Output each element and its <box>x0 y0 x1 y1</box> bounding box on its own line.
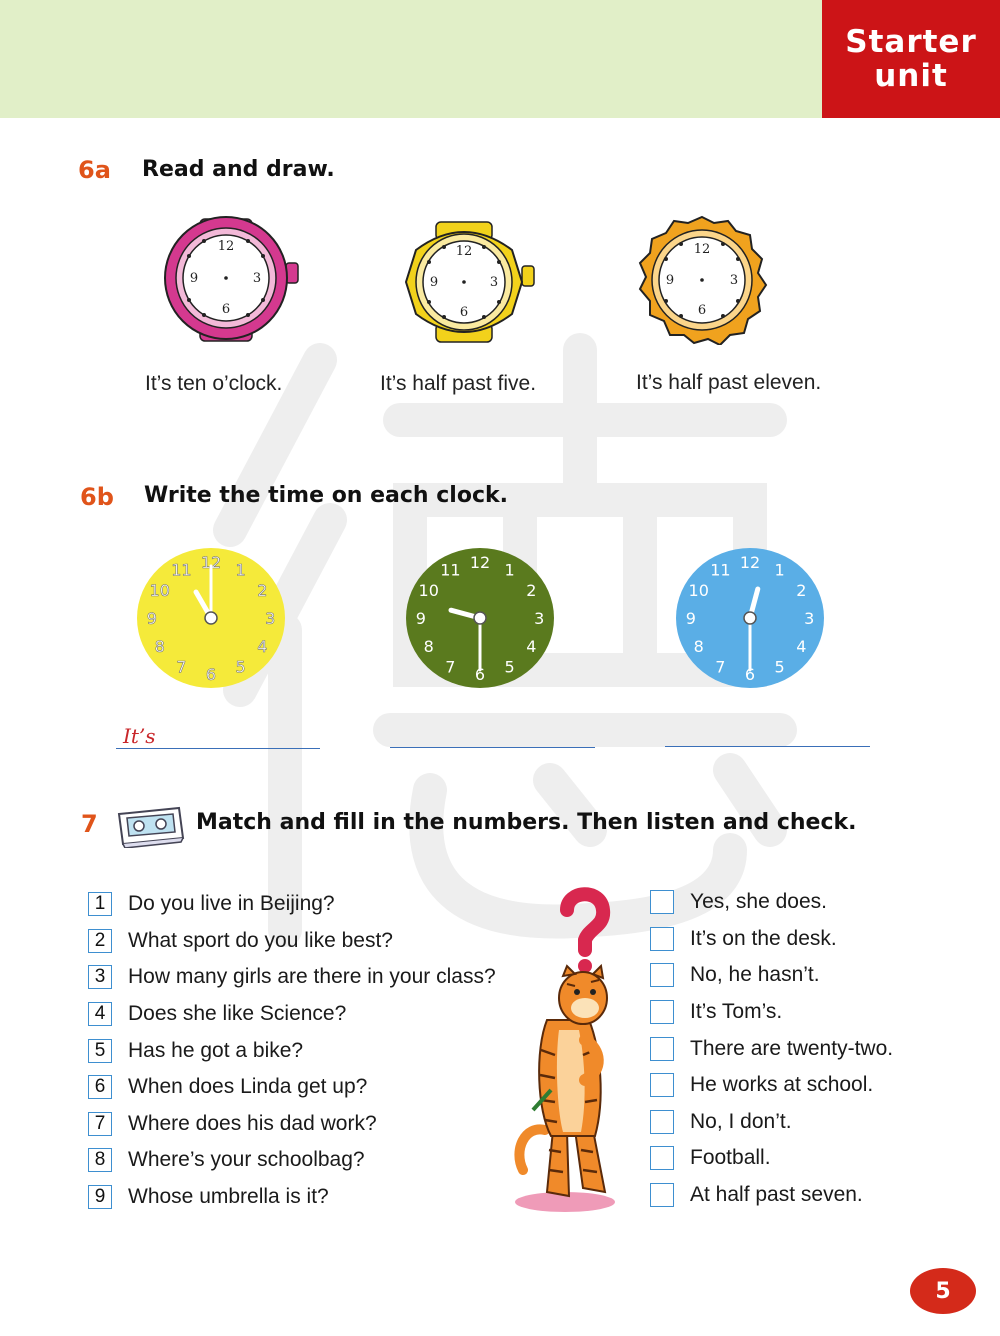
clock-blue <box>672 545 828 691</box>
clock-number: 6 <box>474 665 486 684</box>
clock-number: 11 <box>171 560 192 580</box>
clock-number: 12 <box>739 553 761 572</box>
clock-green <box>402 545 558 691</box>
clock-number: 1 <box>235 560 246 580</box>
question-row <box>88 1142 496 1179</box>
watch-yellow <box>398 220 540 344</box>
section-6b-number: 6b <box>80 483 114 511</box>
clock-center <box>744 612 756 624</box>
answer-row <box>650 921 893 958</box>
unit-label-line1: Starter <box>845 24 977 60</box>
question-number-box: 6 <box>88 1075 112 1099</box>
answer-row <box>650 1104 893 1141</box>
question-text: Where does his dad work? <box>128 1111 377 1135</box>
watch-num-3: 3 <box>252 271 262 286</box>
unit-label <box>822 0 1000 118</box>
unit-label-line2: unit <box>874 58 948 94</box>
clock-number: 2 <box>796 581 807 600</box>
watch-num-6: 6 <box>221 302 231 317</box>
answer-row <box>650 1140 893 1177</box>
answer-row <box>650 884 893 921</box>
answer-prefix: It’s <box>123 724 156 748</box>
answer-text: He works at school. <box>690 1073 874 1097</box>
question-list <box>88 886 496 1215</box>
clock-number: 8 <box>423 637 434 656</box>
clock-number: 7 <box>715 657 726 677</box>
question-text: Do you live in Beijing? <box>128 892 335 916</box>
answer-input-box[interactable] <box>650 963 674 987</box>
answer-line-1[interactable] <box>116 748 320 749</box>
answer-row <box>650 957 893 994</box>
answer-input-box[interactable] <box>650 1000 674 1024</box>
question-number-box: 2 <box>88 929 112 953</box>
question-text: Where’s your schoolbag? <box>128 1148 365 1172</box>
question-row <box>88 1106 496 1143</box>
answer-input-box[interactable] <box>650 1037 674 1061</box>
answer-list <box>650 884 893 1213</box>
watch-pink <box>160 215 302 345</box>
section-6b-title: Write the time on each clock. <box>144 483 508 508</box>
answer-text: At half past seven. <box>690 1183 863 1207</box>
watch-caption-2: It’s half past five. <box>380 372 537 395</box>
clock-number: 2 <box>526 581 537 600</box>
clock-number: 10 <box>418 581 439 600</box>
answer-text: Football. <box>690 1146 771 1170</box>
answer-input-box[interactable] <box>650 1073 674 1097</box>
watch-num-9: 9 <box>189 271 199 286</box>
clock-number: 12 <box>469 553 491 572</box>
answer-row <box>650 1067 893 1104</box>
question-number-box: 9 <box>88 1185 112 1209</box>
answer-text: No, he hasn’t. <box>690 963 820 987</box>
watch-num-9: 9 <box>665 273 675 288</box>
question-row <box>88 923 496 960</box>
section-6a-title: Read and draw. <box>142 157 335 182</box>
clock-number: 9 <box>685 609 696 628</box>
clock-number: 5 <box>504 657 515 677</box>
tiger-illustration <box>505 880 625 1215</box>
watch-num-12: 12 <box>217 239 235 254</box>
clock-number: 5 <box>235 657 246 677</box>
clock-number: 12 <box>200 553 222 572</box>
section-6a-number: 6a <box>78 156 111 184</box>
section-7-number: 7 <box>81 810 98 838</box>
clock-number: 7 <box>445 657 456 677</box>
answer-text: No, I don’t. <box>690 1109 792 1133</box>
clock-number: 7 <box>176 657 187 677</box>
watch-num-9: 9 <box>429 275 439 290</box>
clock-number: 1 <box>504 560 515 580</box>
question-number-box: 5 <box>88 1039 112 1063</box>
question-text: Has he got a bike? <box>128 1038 304 1062</box>
clock-number: 4 <box>257 637 268 656</box>
clock-number: 11 <box>440 560 461 580</box>
clock-number: 9 <box>146 609 157 628</box>
answer-input-box[interactable] <box>650 1110 674 1134</box>
watch-caption-1: It’s ten o’clock. <box>145 372 283 395</box>
clock-number: 3 <box>804 609 815 628</box>
question-row <box>88 1179 496 1216</box>
section-7-title: Match and fill in the numbers. Then listen and check. <box>196 810 857 835</box>
cassette-icon <box>115 804 185 848</box>
clock-number: 9 <box>415 609 426 628</box>
clock-number: 11 <box>710 560 731 580</box>
answer-input-box[interactable] <box>650 1183 674 1207</box>
answer-input-box[interactable] <box>650 927 674 951</box>
clock-number: 5 <box>774 657 785 677</box>
question-text: Does she like Science? <box>128 1002 347 1026</box>
watch-num-12: 12 <box>693 242 711 257</box>
answer-row <box>650 994 893 1031</box>
question-number-box: 7 <box>88 1112 112 1136</box>
clock-number: 4 <box>796 637 807 656</box>
clock-number: 10 <box>688 581 709 600</box>
answer-text: It’s on the desk. <box>690 926 837 950</box>
answer-input-box[interactable] <box>650 1146 674 1170</box>
answer-row <box>650 1177 893 1214</box>
watch-num-3: 3 <box>489 275 499 290</box>
question-text: Whose umbrella is it? <box>128 1185 329 1209</box>
watch-num-12: 12 <box>455 244 473 259</box>
question-number-box: 4 <box>88 1002 112 1026</box>
question-number-box: 1 <box>88 892 112 916</box>
clock-number: 6 <box>205 665 217 684</box>
question-text: When does Linda get up? <box>128 1075 368 1099</box>
watch-orange <box>634 215 770 345</box>
watch-num-3: 3 <box>729 273 739 288</box>
answer-row <box>650 1030 893 1067</box>
answer-text: There are twenty-two. <box>690 1036 894 1060</box>
answer-input-box[interactable] <box>650 890 674 914</box>
question-row <box>88 886 496 923</box>
clock-number: 4 <box>526 637 537 656</box>
question-row <box>88 996 496 1033</box>
clock-number: 2 <box>257 581 268 600</box>
clock-yellow <box>133 545 289 691</box>
page-number: 5 <box>910 1268 976 1314</box>
clock-number: 8 <box>154 637 165 656</box>
header-band <box>0 0 822 118</box>
question-text: How many girls are there in your class? <box>128 965 496 989</box>
question-row <box>88 1069 496 1106</box>
watch-num-6: 6 <box>459 305 469 320</box>
clock-number: 3 <box>265 609 276 628</box>
question-text: What sport do you like best? <box>128 928 393 952</box>
watch-caption-3: It’s half past eleven. <box>636 371 822 394</box>
clock-number: 6 <box>744 665 756 684</box>
clock-number: 8 <box>693 637 704 656</box>
answer-text: Yes, she does. <box>690 890 827 914</box>
clock-number: 1 <box>774 560 785 580</box>
clock-number: 3 <box>534 609 545 628</box>
question-row <box>88 959 496 996</box>
question-number-box: 3 <box>88 965 112 989</box>
clock-number: 10 <box>149 581 170 600</box>
answer-line-3[interactable] <box>665 746 870 747</box>
clock-center <box>205 612 217 624</box>
question-row <box>88 1032 496 1069</box>
watch-num-6: 6 <box>697 303 707 318</box>
answer-line-2[interactable] <box>390 747 595 748</box>
question-number-box: 8 <box>88 1148 112 1172</box>
answer-text: It’s Tom’s. <box>690 1000 783 1024</box>
clock-center <box>474 612 486 624</box>
